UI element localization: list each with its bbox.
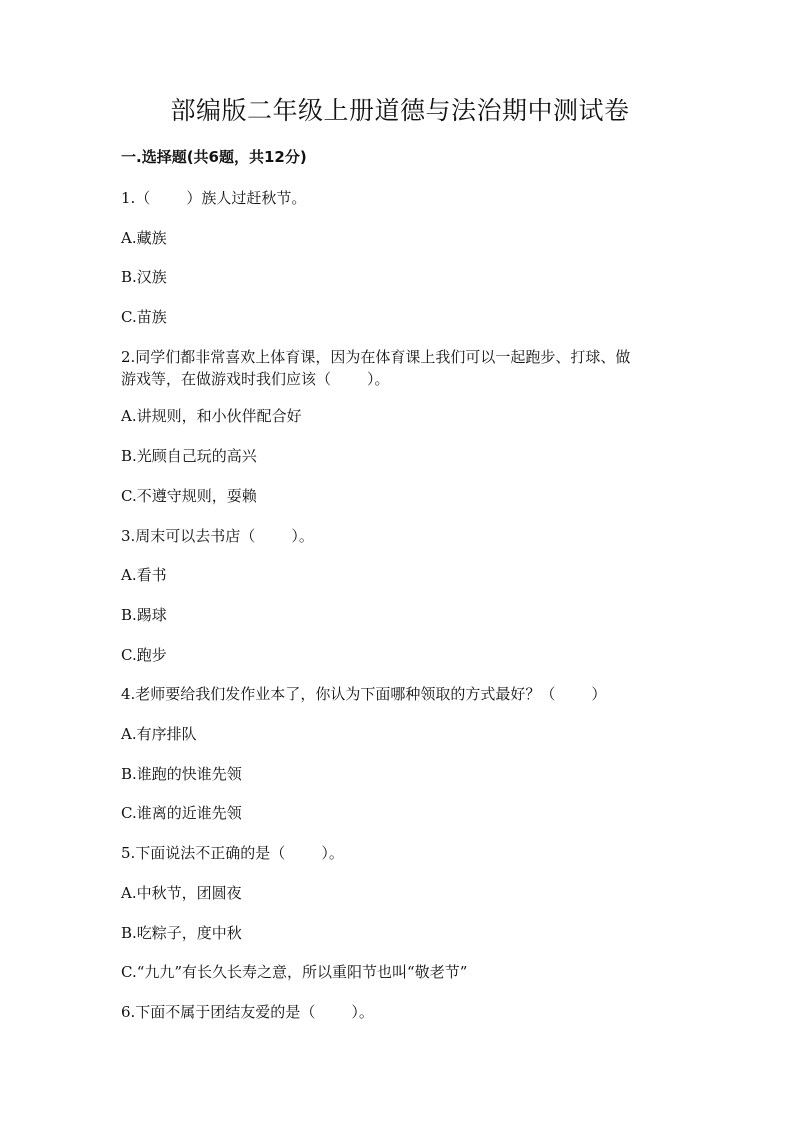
question-2-option-b: B.光顾自己玩的高兴 [121,447,257,465]
question-5-stem-before: 5.下面说法不正确的是（ [121,844,286,862]
question-5-option-a: A.中秋节，团圆夜 [121,884,242,902]
question-5-option-c: C.“九九”有长久长寿之意，所以重阳节也叫“敬老节” [121,963,468,981]
question-4-stem-after: ） [591,685,607,703]
question-5-stem [121,842,681,864]
question-6-stem-after: ）。 [351,1003,374,1021]
exam-title: 部编版二年级上册道德与法治期中测试卷 [170,96,630,125]
question-3-stem-before: 3.周末可以去书店（ [121,527,256,545]
question-1-option-a: A.藏族 [121,229,167,247]
question-2-option-c: C.不遵守规则，耍赖 [121,487,257,505]
question-4-option-c: C.谁离的近谁先领 [121,804,242,822]
question-1-option-c: C.苗族 [121,308,167,326]
question-1-option-b: B.汉族 [121,268,167,286]
question-4-option-b: B.谁跑的快谁先领 [121,765,242,783]
question-1-stem-after: ）族人过赶秋节。 [186,189,307,207]
question-3-option-c: C.跑步 [121,646,167,664]
question-2-option-a: A.讲规则，和小伙伴配合好 [121,407,302,425]
question-2-stem-line-1: 2.同学们都非常喜欢上体育课，因为在体育课上我们可以一起跑步、打球、做 [121,348,631,366]
question-3-stem-after: ）。 [291,527,314,545]
section-heading: 一.选择题(共6题，共12分) [121,148,307,166]
question-1-stem-before: 1.（ [121,189,151,207]
question-5-option-b: B.吃粽子，度中秋 [121,924,242,942]
question-3-stem [121,525,681,547]
question-3-option-b: B.踢球 [121,606,167,624]
question-4-stem-before: 4.老师要给我们发作业本了，你认为下面哪种领取的方式最好？（ [121,685,556,703]
question-4-stem [121,683,681,705]
question-2-stem-line-2 [121,368,681,390]
question-6-stem-before: 6.下面不属于团结友爱的是（ [121,1003,316,1021]
question-2-stem-after: ）。 [367,370,390,388]
question-2-stem-before: 游戏等，在做游戏时我们应该（ [121,370,332,388]
question-1-stem [121,187,681,209]
question-6-stem [121,1001,681,1023]
question-4-option-a: A.有序排队 [121,725,197,743]
question-3-option-a: A.看书 [121,566,167,584]
question-5-stem-after: ）。 [321,844,344,862]
